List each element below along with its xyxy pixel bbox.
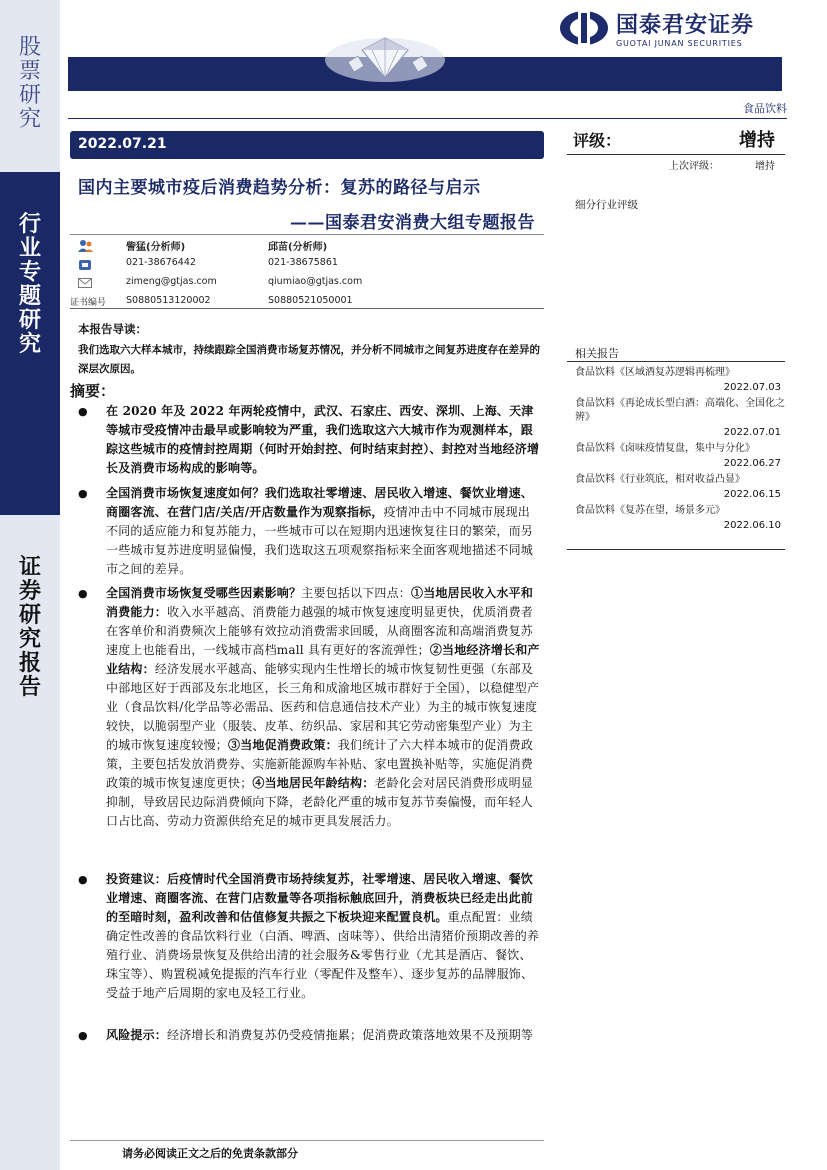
sidebar-char: 究 bbox=[18, 331, 41, 357]
sidebar-category-industry bbox=[0, 172, 60, 515]
brand-name-cn: 国泰君安证券 bbox=[616, 13, 755, 38]
sidebar-char: 票 bbox=[18, 59, 41, 84]
rating-box bbox=[567, 126, 785, 171]
sector-tag: 食品饮料 bbox=[743, 102, 787, 115]
divider bbox=[567, 549, 785, 550]
sidebar-category-report bbox=[0, 515, 60, 1170]
prev-rating-value: 增持 bbox=[755, 161, 775, 172]
user-icon bbox=[78, 239, 92, 252]
divider bbox=[70, 234, 544, 235]
related-report-item[interactable] bbox=[575, 397, 785, 441]
sub-industry-rating-label: 细分行业评级 bbox=[575, 199, 638, 211]
analyst-cert: S0880521050001 bbox=[268, 295, 353, 306]
sidebar bbox=[0, 0, 60, 1170]
summary-item-text: 我们统计了六大样本城市的促消费政策，主要包括发放消费券、实施新能源购车补贴、家电置换补贴等，实施促消费政策的城市恢复速度更快； bbox=[106, 738, 534, 790]
summary-item bbox=[76, 484, 542, 584]
summary-item-text: 主要包括以下四点： bbox=[301, 586, 412, 600]
summary-item-text: 收入水平越高、消费能力越强的城市恢复速度明显更快，优质消费者在客单价和消费频次上能够有效拉动消费需求回暖，从商圈客流和高端消费复苏速度上也能看出，一线城市高档mall 具有更好的客流弹性； bbox=[106, 605, 534, 657]
logo-mark-icon bbox=[558, 9, 610, 47]
summary-item-bold: 全国消费市场恢复速度如何？我们选取社零增速、居民收入增速、餐饮业增速、商圈客流、在营门店/关店/开店数量作为观察指标， bbox=[106, 486, 534, 519]
analyst-cert: S0880513120002 bbox=[126, 295, 211, 306]
divider bbox=[70, 308, 544, 309]
related-report-title[interactable]: 食品饮料《卤味疫情复盘，集中与分化》 bbox=[575, 443, 755, 454]
related-reports-heading: 相关报告 bbox=[575, 347, 619, 360]
related-report-item[interactable] bbox=[575, 366, 785, 396]
summary-item bbox=[76, 402, 542, 484]
summary-item-bold: 全国消费市场恢复受哪些因素影响？ bbox=[106, 586, 302, 600]
report-date: 2022.07.21 bbox=[70, 131, 544, 159]
sidebar-char: 究 bbox=[18, 626, 41, 652]
rating-value: 增持 bbox=[739, 130, 775, 151]
related-report-item[interactable] bbox=[575, 504, 785, 534]
diamond-decoration-icon bbox=[320, 32, 450, 84]
sidebar-char: 告 bbox=[18, 674, 41, 700]
sidebar-char: 专 bbox=[18, 259, 41, 285]
related-report-date: 2022.07.01 bbox=[723, 427, 781, 438]
prev-rating-label: 上次评级： bbox=[669, 161, 719, 172]
analyst-block bbox=[70, 238, 544, 311]
summary-item-bold: 投资建议：后疫情时代全国消费市场持续复苏，社零增速、居民收入增速、餐饮业增速、商圈客流、在营门店数量等各项指标触底回升，消费板块已经走出此前的至暗时刻，盈利改善和估值修复共振之下板块迎来配置良机。 bbox=[106, 872, 534, 924]
sidebar-char: 券 bbox=[18, 578, 41, 604]
sidebar-char: 业 bbox=[18, 235, 41, 261]
summary-item-text: 重点配置：业绩确定性改善的食品饮料行业（白酒、啤酒、卤味等）、供给出清猪价预期改善的养殖行业、消费场景恢复及供给出清的社会服务&零售行业（尤其是酒店、餐饮、珠宝等）、购置税减免提振的汽车行业（零配件及整车）、逐步复苏的品牌服饰、受益于地产后周期的家电及轻工行业。 bbox=[106, 910, 540, 1000]
disclaimer-footer: 请务必阅读正文之后的免责条款部分 bbox=[122, 1147, 298, 1160]
summary-item-text: 疫情冲击中不同城市展现出不同的适应能力和复苏能力，一些城市可以在短期内迅速恢复往日的繁荣，而另一些城市复苏进度明显偏慢，我们选取这五项观察指标来全面客观地描述不同城市之间的差异。 bbox=[106, 505, 534, 576]
summary-item-bold: ④当地居民年龄结构： bbox=[252, 776, 375, 790]
guide-text: 我们选取六大样本城市，持续跟踪全国消费市场复苏情况，并分析不同城市之间复苏进度存在差异的深层次原因。 bbox=[78, 344, 540, 375]
divider bbox=[68, 118, 787, 119]
summary-item-bold: ②当地经济增长和产业结构： bbox=[106, 643, 540, 676]
sidebar-char: 报 bbox=[18, 650, 41, 676]
summary-heading: 摘要： bbox=[70, 382, 116, 400]
sidebar-char: 研 bbox=[18, 602, 41, 628]
sidebar-char: 究 bbox=[18, 107, 41, 132]
brand-name-en: GUOTAI JUNAN SECURITIES bbox=[616, 39, 743, 48]
sidebar-char: 研 bbox=[18, 83, 41, 108]
related-report-title[interactable]: 食品饮料《区域酒复苏逻辑再梳理》 bbox=[575, 367, 735, 378]
rating-label: 评级： bbox=[573, 131, 622, 150]
analyst-phone: 021-38676442 bbox=[126, 257, 196, 268]
analyst-name: 訾猛(分析师) bbox=[126, 242, 186, 253]
report-subtitle: ——国泰君安消费大组专题报告 bbox=[290, 213, 535, 233]
cert-label: 证书编号 bbox=[70, 298, 107, 308]
summary-item-text: 在 2020 年及 2022 年两轮疫情中，武汉、石家庄、西安、深圳、上海、天津等城市受疫情冲击最早或影响较为严重，我们选取这六大城市作为观测样本，跟踪这些城市的疫情封控周期（何时开始封控、何时结束封控）、封控对当地经济增长及消费市场构成的影响等。 bbox=[106, 404, 540, 475]
related-report-title[interactable]: 食品饮料《行业筑底，相对收益凸显》 bbox=[575, 474, 745, 485]
summary-item bbox=[76, 584, 542, 870]
sidebar-char: 题 bbox=[18, 283, 41, 309]
sidebar-char: 证 bbox=[18, 554, 41, 580]
summary-item-bold: 风险提示： bbox=[106, 1028, 168, 1042]
related-report-date: 2022.07.03 bbox=[723, 382, 781, 393]
sidebar-category-stock bbox=[0, 0, 60, 172]
analyst-email[interactable]: zimeng@gtjas.com bbox=[126, 276, 217, 287]
summary-item-bold: ③当地促消费政策： bbox=[228, 738, 338, 752]
analyst-name: 邱苗(分析师) bbox=[268, 242, 328, 253]
summary-item-text: 老龄化会对居民消费形成明显抑制，导致居民边际消费倾向下降，老龄化严重的城市复苏节奏偏慢，而年轻人口占比高、劳动力资源供给充足的城市更具发展活力。 bbox=[106, 776, 534, 828]
related-report-title[interactable]: 食品饮料《再论成长型白酒：高端化、全国化之辨》 bbox=[575, 398, 785, 423]
related-report-item[interactable] bbox=[575, 442, 785, 472]
sidebar-char: 股 bbox=[18, 35, 41, 60]
summary-item bbox=[76, 870, 542, 1026]
report-title: 国内主要城市疫后消费趋势分析：复苏的路径与启示 bbox=[78, 178, 481, 198]
summary-item-bold: ①当地居民收入水平和消费能力： bbox=[106, 586, 534, 619]
related-report-item[interactable] bbox=[575, 473, 785, 503]
sidebar-char: 研 bbox=[18, 307, 41, 333]
mail-icon bbox=[78, 277, 92, 290]
related-report-date: 2022.06.15 bbox=[723, 489, 781, 500]
guide-heading: 本报告导读： bbox=[78, 322, 147, 336]
sidebar-char: 行 bbox=[18, 211, 41, 237]
summary-item-text: 经济增长和消费复苏仍受疫情拖累；促消费政策落地效果不及预期等 bbox=[167, 1028, 534, 1042]
analyst-email[interactable]: qiumiao@gtjas.com bbox=[268, 276, 363, 287]
summary-item bbox=[76, 1026, 542, 1066]
divider bbox=[567, 361, 785, 362]
company-logo bbox=[558, 8, 754, 48]
phone-icon bbox=[78, 258, 92, 271]
related-report-date: 2022.06.10 bbox=[723, 520, 781, 531]
related-report-date: 2022.06.27 bbox=[723, 458, 781, 469]
analyst-phone: 021-38675861 bbox=[268, 257, 338, 268]
related-report-title[interactable]: 食品饮料《复苏在望，场景多元》 bbox=[575, 505, 725, 516]
summary-item-text: 经济发展水平越高、能够实现内生性增长的城市恢复韧性更强（东部及中部地区好于西部及东北地区，长三角和成渝地区城市群好于全国），以稳健型产业（食品饮料/化学品等必需品、医药和信息通信技术产业）为主的城市恢复速度较快，以脆弱型产业（服装、皮革、纺织品、家居和其它劳动密集型产业）为主的城市恢复速度较慢； bbox=[106, 662, 540, 752]
related-reports-list bbox=[575, 366, 785, 535]
summary-list bbox=[76, 402, 542, 1066]
divider bbox=[70, 1140, 544, 1141]
